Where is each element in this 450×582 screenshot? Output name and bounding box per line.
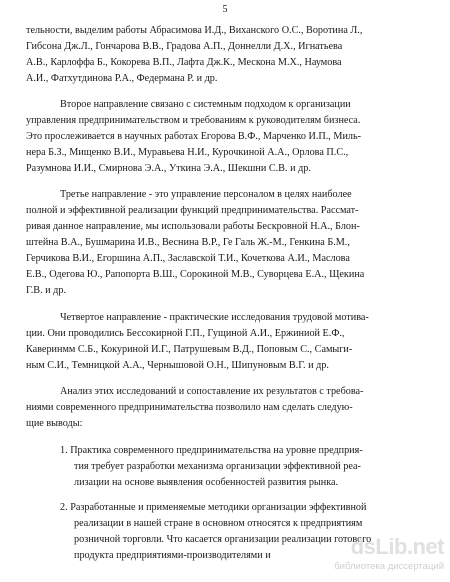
list-item-line: лизации на основе выявления особенностей развития рынка. bbox=[74, 477, 339, 488]
text-line: Второе направление связано с системным подходом к организации bbox=[60, 99, 351, 110]
page-number: 5 bbox=[222, 4, 228, 15]
text-line: тельности, выделим работы Абрасимова И.Д., Виханского О.С., Воротина Л., bbox=[26, 25, 363, 36]
list-item-line: розничной торговли. Что касается организации реализации готового bbox=[74, 534, 372, 545]
text-line: А.В., Карлоффа Б., Кокорева В.П., Лафта Дж.К., Мескона М.Х., Наумова bbox=[26, 57, 342, 68]
text-line: штейна В.А., Бушмарина И.В., Веснина В.Р., Ге Галь Ж.-М., Генкина Б.М., bbox=[26, 237, 350, 248]
text-line: Анализ этих исследований и сопоставление их результатов с требова- bbox=[60, 386, 364, 397]
text-line: Гибсона Дж.Л., Гончарова В.В., Градова А.П., Доннелли Д.Х., Игнатьева bbox=[26, 41, 343, 52]
text-line: ниями современного предпринимательства позволило нам сделать следую- bbox=[26, 402, 353, 413]
watermark-logo: dsLib.net bbox=[350, 534, 444, 559]
text-line: Герчикова В.И., Егоршина А.П., Заславской Т.И., Кочеткова А.И., Маслова bbox=[26, 253, 350, 264]
text-line: Г.В. и др. bbox=[26, 285, 66, 296]
text-line: ривая данное направление, мы использовали работы Бескровной Н.А., Блон- bbox=[26, 221, 360, 232]
text-line: Разумнова И.И., Смирнова Э.А., Уткина Э.А., Шекшни С.В. и др. bbox=[26, 163, 311, 174]
list-item-line: 1. Практика современного предпринимательства на уровне предприя- bbox=[60, 445, 363, 456]
text-line: Это прослеживается в научных работах Егорова В.Ф., Марченко И.П., Миль- bbox=[26, 131, 362, 142]
watermark bbox=[334, 534, 444, 578]
text-line: ции. Они проводились Бессокирной Г.П., Гущиной А.И., Ержиниой Е.Ф., bbox=[26, 328, 345, 339]
text-line: управления предпринимательством и требованиям к руководителям бизнеса. bbox=[26, 115, 361, 126]
list-item-line: тия требует разработки механизма организации эффективной реа- bbox=[74, 461, 361, 472]
text-line: Третье направление - это управление персоналом в целях наиболее bbox=[60, 189, 352, 200]
text-line: полной и эффективной реализации функций предпринимательства. Рассмат- bbox=[26, 205, 359, 216]
text-line: Четвертое направление - практические исследования трудовой мотива- bbox=[60, 312, 369, 323]
text-line: А.И., Фатхутдинова Р.А., Федермана Р. и др. bbox=[26, 73, 218, 84]
text-line: Каверинмм С.Б., Кокуриной И.Г., Патрушевым В.Д., Поповым С., Самыги- bbox=[26, 344, 353, 355]
list-item-line: 2. Разработанные и применяемые методики организации эффективной bbox=[60, 502, 367, 513]
list-item-line: реализации в нашей стране в основном относятся к предприятиям bbox=[74, 518, 363, 529]
watermark-subtitle: библиотека диссертаций bbox=[334, 561, 444, 572]
text-line: нера Б.З., Мищенко В.И., Муравьева Н.И., Курочкиной А.А., Орлова П.С., bbox=[26, 147, 349, 158]
list-item-line: продукта предприятиями-производителями и bbox=[74, 550, 271, 561]
text-line: щие выводы: bbox=[26, 418, 83, 429]
text-line: Е.В., Одегова Ю., Рапопорта В.Ш., Сорокиной М.В., Суворцева Е.А., Щекина bbox=[26, 269, 365, 280]
text-line: ным С.И., Темницкой А.А., Чернышовой О.Н., Шипуновым В.Г. и др. bbox=[26, 360, 329, 371]
